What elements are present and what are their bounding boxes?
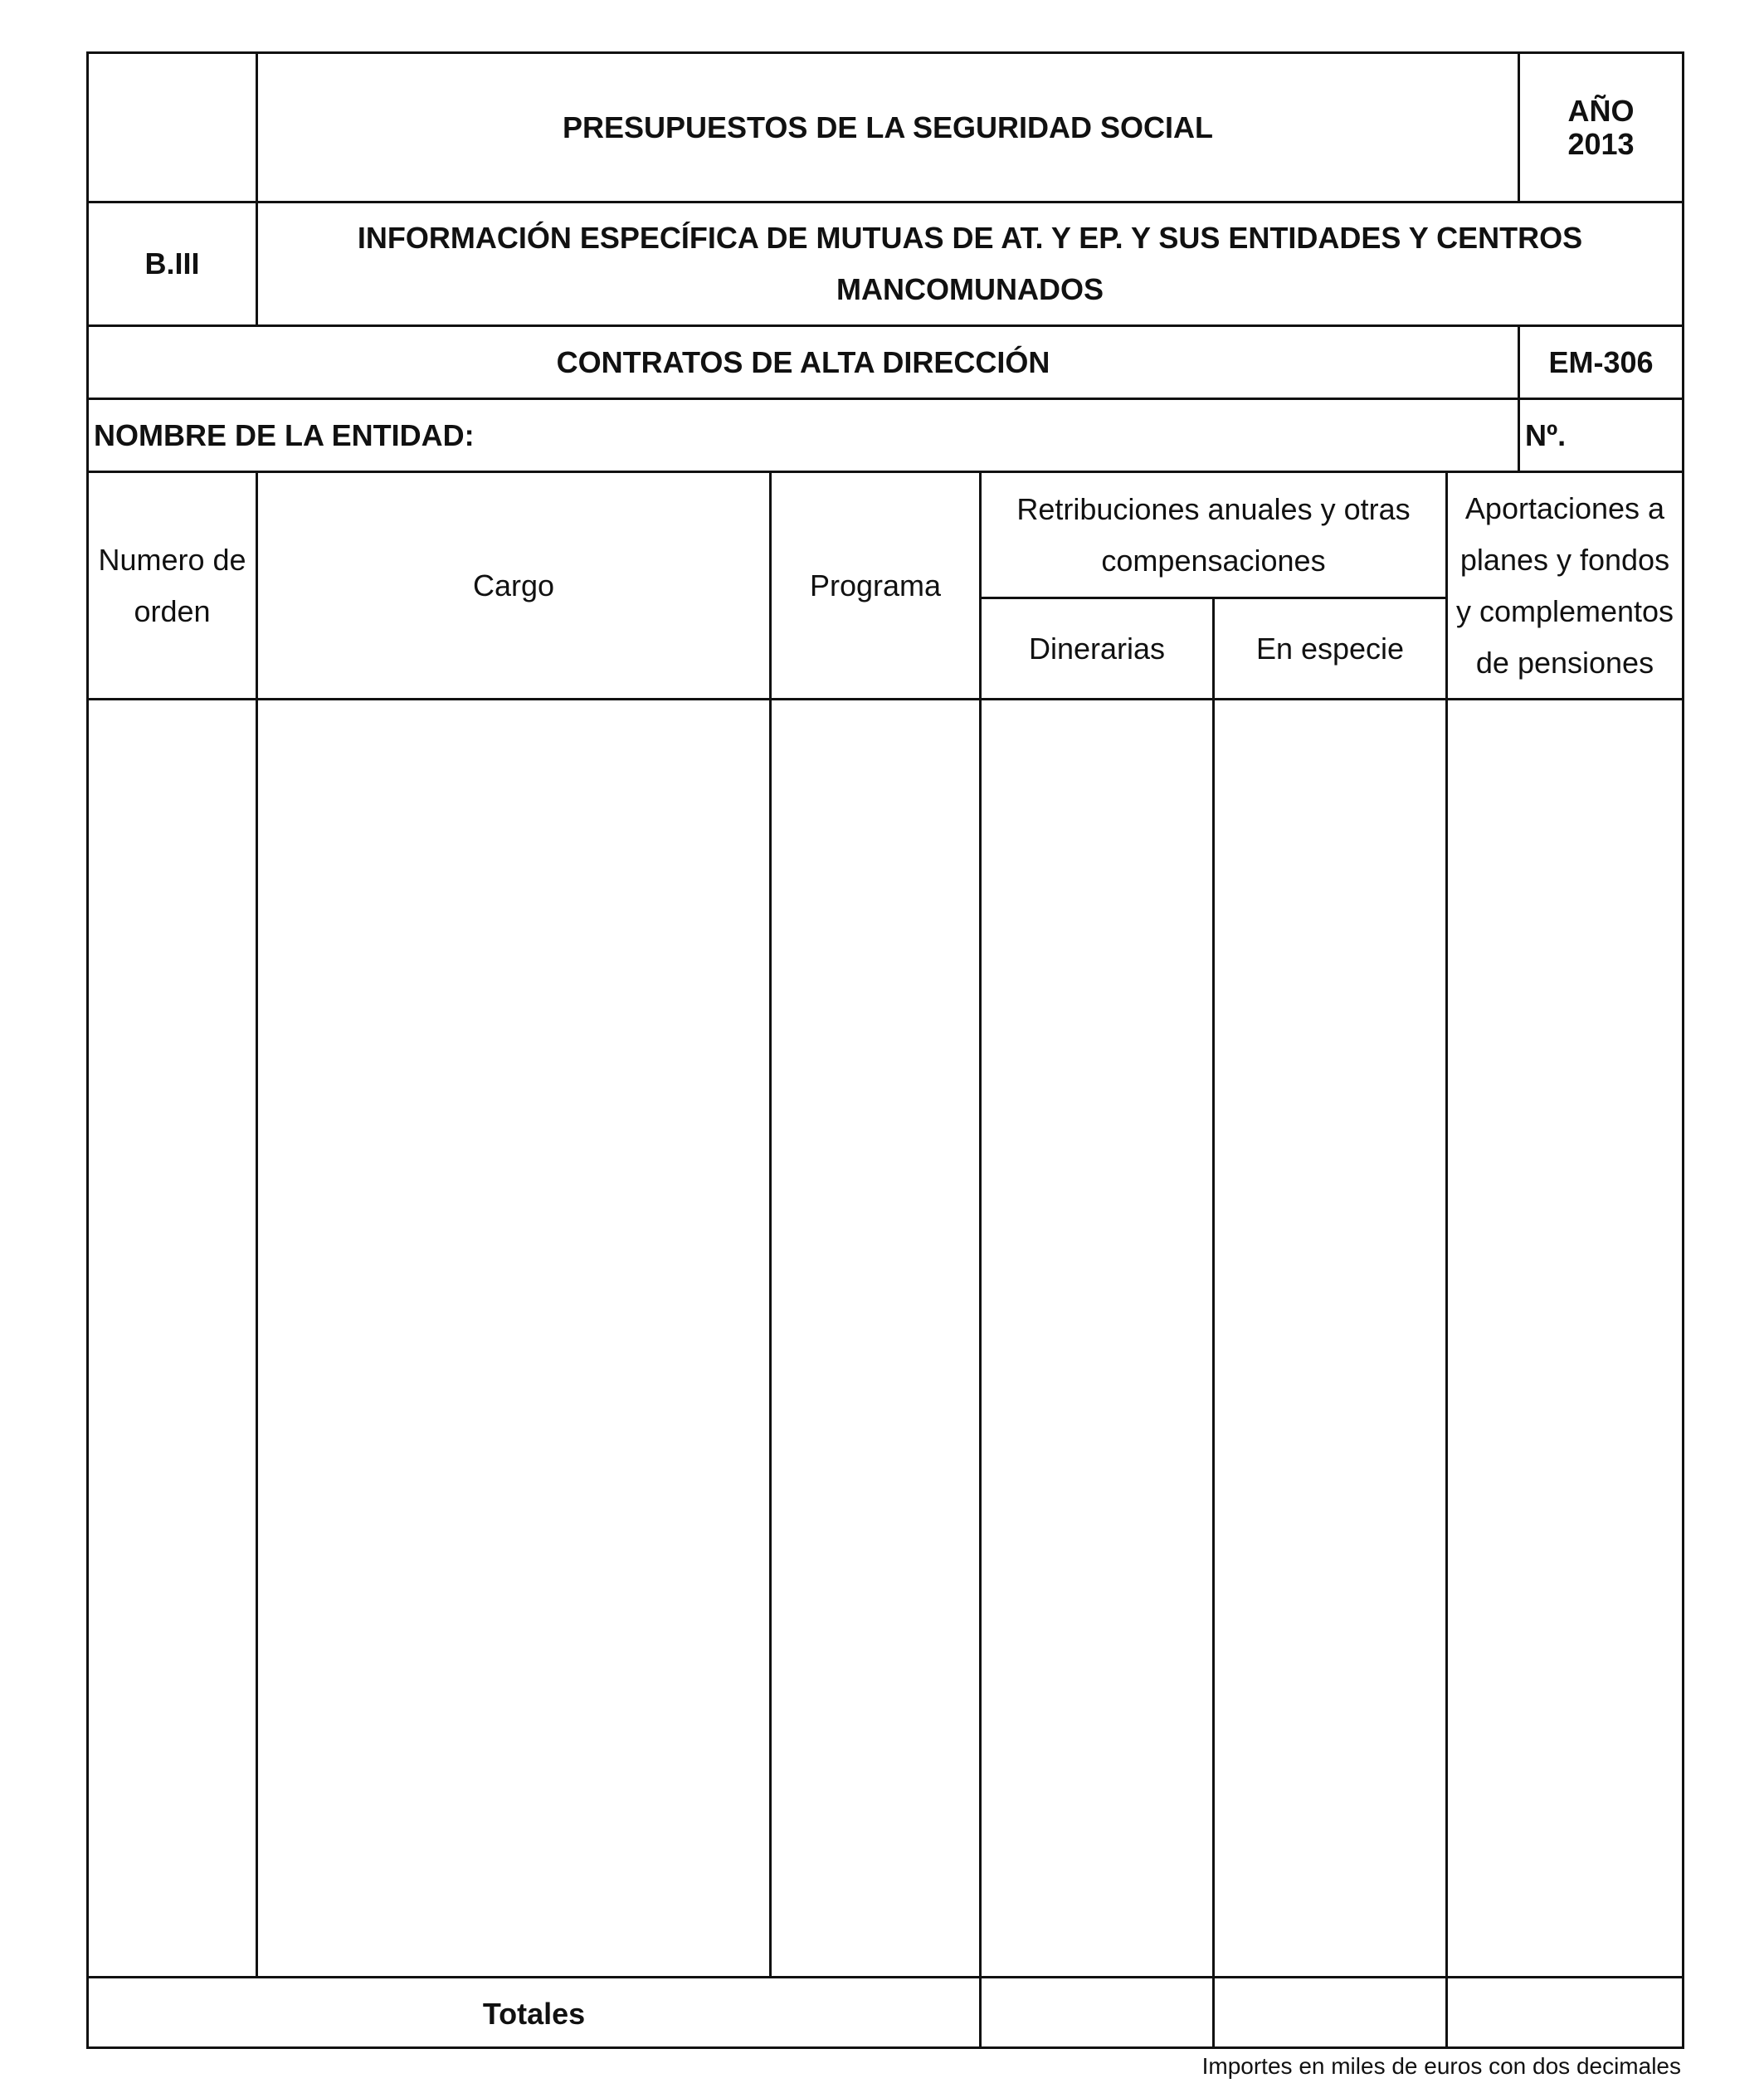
year-box — [1520, 54, 1682, 201]
form-code-text: EM-306 — [1548, 344, 1654, 379]
col-group-retribuciones-line2: compensaciones — [1101, 543, 1326, 578]
col-header-orden-line2: orden — [134, 593, 211, 628]
col-header-aportaciones-line4: de pensiones — [1475, 645, 1654, 680]
totals-label-text: Totales — [482, 1996, 586, 2031]
col-header-orden — [89, 473, 256, 698]
section-code-text: B.III — [144, 246, 200, 280]
col-group-retribuciones-line1: Retribuciones anuales y otras — [1016, 491, 1411, 526]
year-label: AÑO — [1567, 93, 1635, 128]
col-header-aportaciones-line1: Aportaciones a — [1464, 490, 1665, 525]
section-title — [258, 203, 1682, 324]
entity-name-label-text: NOMBRE DE LA ENTIDAD: — [94, 417, 475, 452]
form-code — [1520, 327, 1682, 398]
budget-form — [86, 51, 1684, 2049]
col-header-especie — [1215, 599, 1445, 698]
section-code — [89, 203, 256, 324]
header-title — [258, 54, 1518, 201]
col-header-especie-text: En especie — [1255, 631, 1405, 666]
col-header-programa — [772, 473, 979, 698]
form-title-text: CONTRATOS DE ALTA DIRECCIÓN — [556, 344, 1050, 379]
col-header-cargo — [258, 473, 769, 698]
form-title — [89, 327, 1518, 398]
col-header-cargo-text: Cargo — [472, 568, 555, 602]
entity-number-label — [1520, 400, 1682, 471]
totals-dinerarias-cell — [982, 1978, 1212, 2049]
totals-especie-cell — [1215, 1978, 1445, 2049]
col-header-orden-line1: Numero de — [98, 542, 246, 577]
table-body-empty — [89, 700, 1682, 1976]
col-header-dinerarias-text: Dinerarias — [1028, 631, 1166, 666]
col-header-dinerarias — [982, 599, 1212, 698]
totals-label — [89, 1978, 979, 2049]
footer-note: Importes en miles de euros con dos decimales — [1201, 2053, 1681, 2079]
col-header-aportaciones-line2: planes y fondos — [1459, 542, 1670, 577]
year-value: 2013 — [1567, 126, 1635, 161]
entity-number-label-text: Nº. — [1525, 417, 1567, 452]
totals-aportaciones-cell — [1448, 1978, 1682, 2049]
section-title-line2: MANCOMUNADOS — [836, 272, 1104, 306]
entity-name-label — [89, 400, 1518, 471]
col-header-programa-text: Programa — [809, 568, 942, 602]
section-title-line1: INFORMACIÓN ESPECÍFICA DE MUTUAS DE AT. Y EP. Y SUS ENTIDADES Y CENTROS — [357, 221, 1583, 255]
col-group-retribuciones — [982, 473, 1445, 597]
col-header-aportaciones-line3: y complementos — [1455, 593, 1674, 628]
col-header-aportaciones — [1448, 473, 1682, 698]
header-title-text: PRESUPUESTOS DE LA SEGURIDAD SOCIAL — [562, 110, 1214, 144]
